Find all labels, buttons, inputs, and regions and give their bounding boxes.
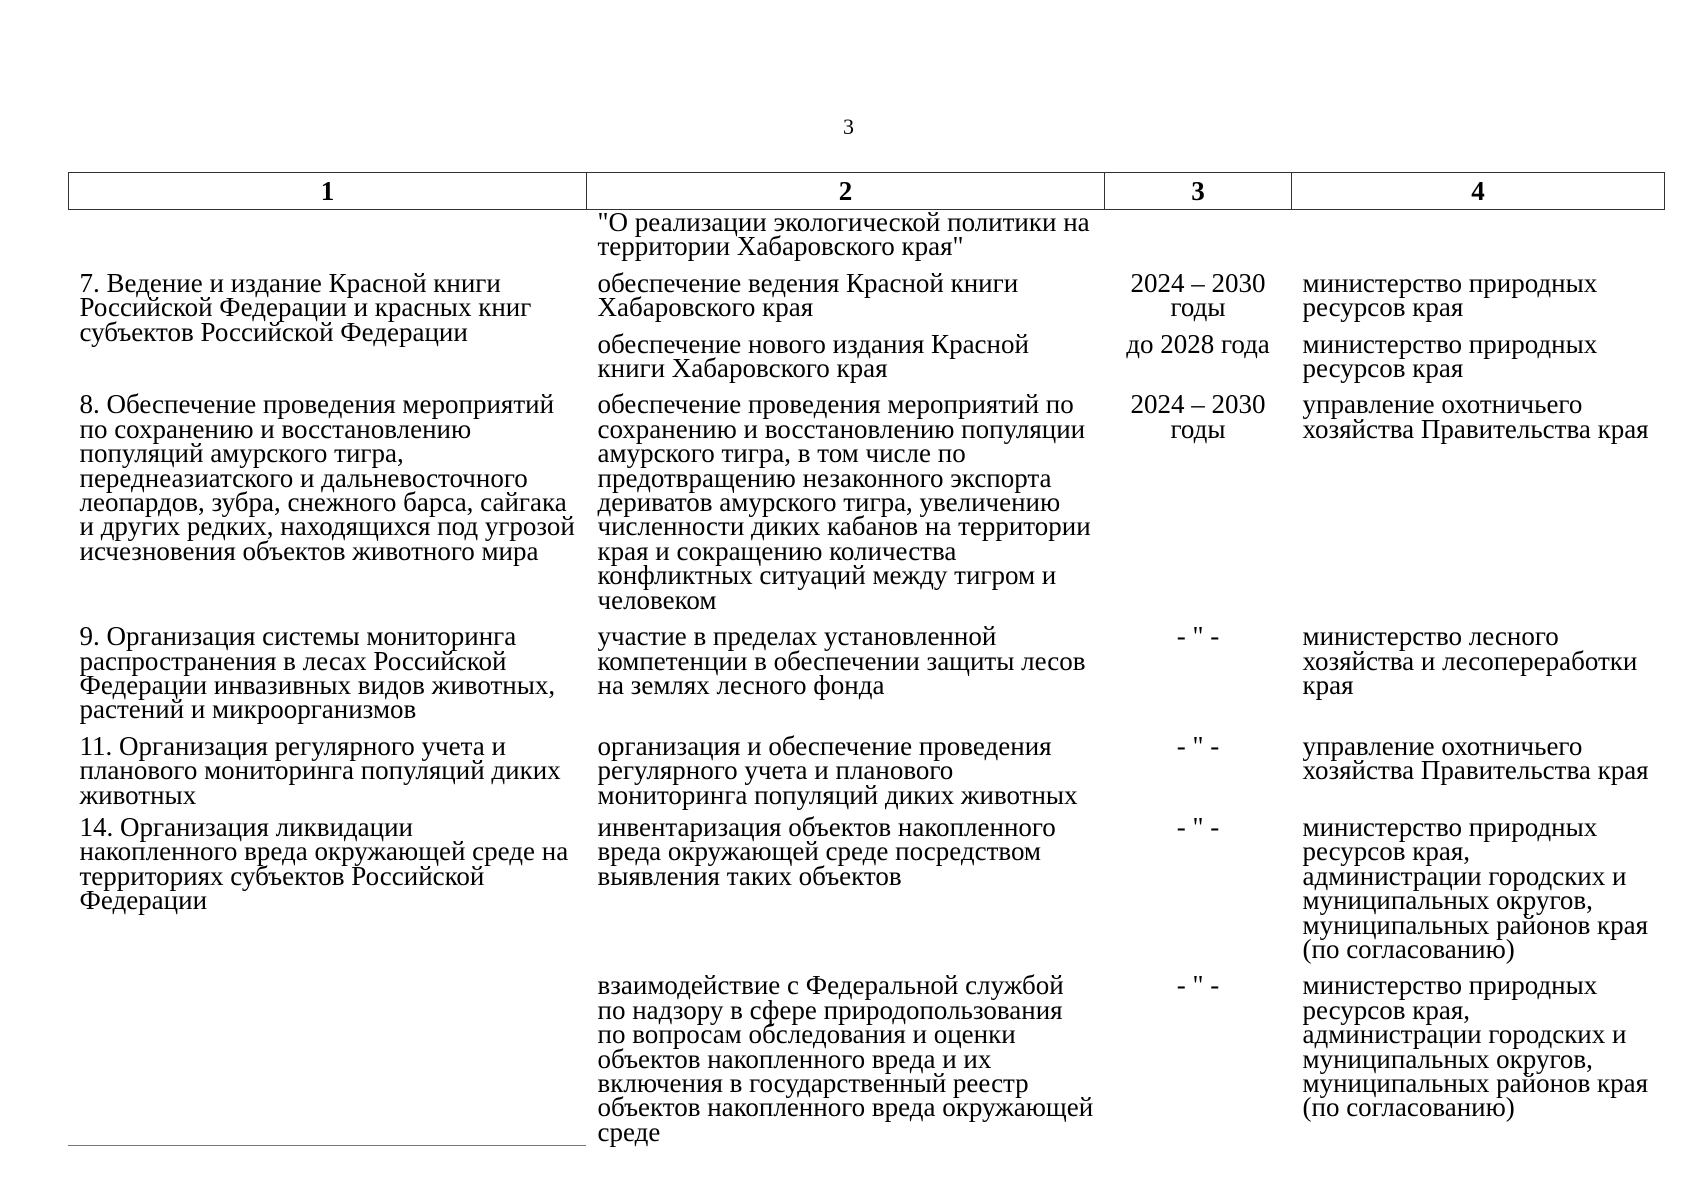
footnote-divider	[68, 1145, 586, 1146]
page-number: 3	[843, 114, 854, 139]
term-cell	[1105, 210, 1292, 271]
executor-cell: министерство природных ресурсов края	[1302, 328, 1598, 384]
table-row	[69, 624, 1665, 734]
term-cell: 2024 – 2030 годы	[1130, 389, 1266, 444]
term-cell: - " -	[1176, 970, 1220, 1001]
task-cell: 14. Организация ликвидации накопленного вреда окружающей среде на территориях субъектов Российской Федерации	[79, 811, 569, 916]
table-row	[69, 734, 1665, 815]
table-row	[69, 271, 1665, 332]
measure-cell: взаимодействие с Федеральной службой по надзору в сфере природопользования по вопросам обследования и оценки объектов накопленного вреда и их включения в государственный реестр объектов накопленного вреда окружающей среде	[597, 970, 1094, 1147]
measure-cell: инвентаризация объектов накопленного вреда окружающей среде посредством выявления таких объектов	[597, 811, 1056, 891]
table-row	[69, 210, 1665, 271]
term-cell: 2024 – 2030 годы	[1130, 267, 1266, 323]
measure-cell: организация и обеспечение проведения регулярного учета и планового мониторинга популяций диких животных	[597, 730, 1078, 810]
measure-cell: "О реализации экологической политики на территории Хабаровского края"	[597, 207, 1090, 262]
measure-cell: обеспечение нового издания Красной книги Хабаровского края	[597, 328, 1029, 384]
task-cell: 7. Ведение и издание Красной книги Российской Федерации и красных книг субъектов Российской Федерации	[79, 267, 532, 347]
table-row	[69, 815, 1665, 973]
task-cell	[69, 210, 587, 271]
executor-cell: управление охотничьего хозяйства Правительства края	[1302, 730, 1649, 786]
term-cell: до 2028 года	[1126, 328, 1270, 359]
task-cell: 9. Организация системы мониторинга распространения в лесах Российской Федерации инвазивных видов животных, растений и микроорганизмов	[79, 621, 556, 725]
table-row	[69, 392, 1665, 624]
header-col-4: 4	[1292, 173, 1665, 210]
plan-table	[68, 172, 1665, 1147]
plan-table-container	[68, 172, 1664, 1147]
term-cell: - " -	[1176, 811, 1220, 842]
executor-cell: управление охотничьего хозяйства Правительства края	[1302, 389, 1649, 444]
measure-cell: обеспечение ведения Красной книги Хабаровского края	[597, 267, 1019, 323]
measure-cell: обеспечение проведения мероприятий по сохранению и восстановлению популяции амурского тигра, в том числе по предотвращению незаконного экспорта дериватов амурского тигра, увеличению численности диких кабанов на территории края и сокращению количества конфликтных ситуаций между тигром и человеком	[597, 389, 1091, 615]
executor-cell: министерство лесного хозяйства и лесопереработки края	[1302, 621, 1638, 700]
header-col-2: 2	[587, 173, 1105, 210]
task-cell: 8. Обеспечение проведения мероприятий по сохранению и восстановлению популяций амурского тигра, переднеазиатского и дальневосточного леопардов, зубра, снежного барса, сайгака и других редких, находящихся под угрозой исчезновения объектов животного мира	[79, 389, 575, 566]
executor-cell: министерство природных ресурсов края, администрации городских и муниципальных округов, муниципальных районов края (по согласованию)	[1302, 811, 1649, 964]
term-cell: - " -	[1176, 621, 1220, 652]
executor-cell: министерство природных ресурсов края	[1302, 267, 1598, 323]
measure-cell: участие в пределах установленной компетенции в обеспечении защиты лесов на землях лесного фонда	[597, 621, 1086, 700]
header-col-3: 3	[1105, 173, 1292, 210]
header-col-1: 1	[69, 173, 587, 210]
header-row	[69, 173, 1665, 210]
task-cell: 11. Организация регулярного учета и планового мониторинга популяций диких животных	[79, 730, 561, 810]
term-cell: - " -	[1176, 730, 1220, 761]
executor-cell: министерство природных ресурсов края, администрации городских и муниципальных округов, муниципальных районов края (по согласованию)	[1302, 970, 1649, 1123]
executor-cell	[1292, 210, 1665, 271]
